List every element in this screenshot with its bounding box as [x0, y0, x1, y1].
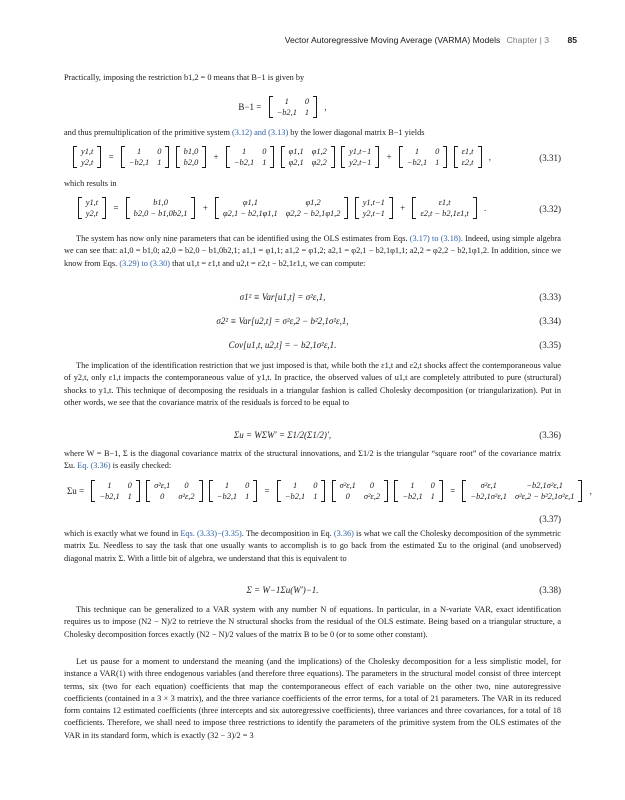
matrix-eps — [454, 146, 482, 168]
matrix-cell: 1 — [107, 481, 112, 490]
equation-number: (3.31) — [539, 153, 561, 163]
matrix-cell: 1 — [284, 97, 289, 106]
matrix-cell: 0 — [430, 481, 435, 490]
matrix-cell: 0 — [262, 147, 267, 156]
matrix-cell: y2,t — [85, 209, 99, 218]
matrix-row — [95, 491, 136, 502]
matrix-row — [281, 480, 322, 491]
matrix-row — [77, 157, 97, 168]
matrix-cell: −b2,1σ²ε,1 — [526, 481, 563, 490]
matrix-cell: −b2,1 — [99, 492, 120, 501]
matrix-cell: 0 — [184, 481, 189, 490]
equation-number: (3.33) — [539, 292, 561, 302]
matrix-cell: ε2,t — [461, 158, 474, 167]
matrix-cell: b2,0 — [183, 158, 199, 167]
matrix-phi — [281, 146, 335, 168]
equation-number: (3.34) — [539, 316, 561, 326]
equation-3-36: Σu = WΣW′ = Σ1/2(Σ1/2)′, (3.36) — [233, 430, 561, 440]
matrix-row — [219, 197, 344, 208]
paragraph-cholesky: which is exactly what we found in Eqs. (3.33)−(3.35). The decomposition in Eq. (3.36) is what we call the Cholesky decomposition of the symmetric matrix Σu. Needless to say the task that one usually wants to accomplish is to go back from the estimated Σu to the original (and unobserved) diagonal matrix Σ. With a little bit of algebra, we understand that this is equivalent to — [64, 529, 561, 563]
matrix-row — [458, 157, 478, 168]
matrix-cell: b1,0 — [153, 198, 168, 207]
matrix-cell: y2,t−1 — [362, 209, 385, 218]
matrix-wt-2 — [394, 480, 443, 502]
equation-3-33: σ1² ≡ Var[u1,t] = σ²ε,1, (3.33) — [239, 292, 561, 302]
equation-3-32: y1,t y2,t = b1,0 b2,0 − b1,0b2,1 + φ1,1 φ1,2 φ2,1 − b2,1φ1,1 φ2,2 − b2,1φ1,2 y1,t−1 y2,t−1 + ε1,t ε2,t − b2,1ε1,t . (3.32) — [64, 197, 561, 223]
matrix-cell: 0 — [435, 147, 440, 156]
matrix-row — [336, 480, 384, 491]
matrix-row — [130, 208, 192, 219]
matrix-row — [273, 96, 314, 107]
matrix-binv — [269, 96, 318, 118]
matrix-row — [180, 146, 203, 157]
matrix-row — [150, 480, 198, 491]
matrix-cell: −b2,1 — [216, 492, 238, 501]
matrix-row — [398, 491, 439, 502]
matrix-cell: σ²ε,1 — [480, 481, 497, 490]
link-eq-336-b[interactable]: (3.36) — [333, 529, 354, 538]
matrix-row — [281, 491, 322, 502]
matrix-y-2 — [78, 197, 106, 219]
matrix-cell: φ2,1 − b2,1φ1,1 — [223, 209, 278, 218]
equation-number: (3.35) — [539, 340, 561, 350]
matrix-row — [82, 197, 102, 208]
matrix-cell: −b2,1 — [402, 492, 423, 501]
matrix-cell: 0 — [369, 481, 375, 490]
matrix-sigma-2 — [332, 480, 388, 502]
matrix-cell: 1 — [414, 147, 420, 156]
matrix-cell: φ2,1 — [288, 158, 304, 167]
matrix-cell: −b2,1 — [284, 492, 306, 501]
paragraph-where: where W = B−1, Σ is the diagonal covariance matrix of the structural innovations, and Σ1/2 is the triangular “square root” of the covariance matrix Σu. Eq. (3.36) is easily checked: — [64, 449, 561, 471]
paragraph-results: which results in — [64, 179, 117, 188]
matrix-cell: σ²ε,2 — [178, 492, 195, 501]
matrix-row — [345, 146, 375, 157]
equation-number: (3.37) — [539, 514, 561, 524]
matrix-cell: y2,t — [80, 158, 94, 167]
matrix-w-transpose — [209, 480, 258, 502]
equation-3-35: Cov[u1,t, u2,t] = − b2,1σ²ε,1. (3.35) — [228, 340, 561, 350]
equation-3-31: y1,t y2,t = 1 0 −b2,1 1 b1,0 b2,0 + 1 0 −b2,1 1 φ1,1 φ1,2 φ2,1 φ2,2 y1,t−1 y2,t−1 + 1 0 −b2,1 1 ε1,t ε2,t , (3.31) — [64, 146, 561, 172]
paragraph-implication: The implication of the identification restriction that we just imposed is that, while both the ε1,t and ε2,t shocks affect the contemporaneous value of y2,t, only ε1,t impacts the contemporaneous value of y1,t. In practice, the observed values of u1,t are completely attributed to pure (structural) shocks to y1,t. This technique of decomposing the residuals in a triangular fashion is called Cholesky decomposition (or triangularization). Put in other words, we see that the covariance matrix of the residuals is forced to be equal to — [64, 361, 561, 407]
matrix-cell: 0 — [160, 492, 165, 501]
matrix-cell: 1 — [313, 492, 318, 501]
matrix-cell: y1,t−1 — [362, 198, 385, 207]
matrix-cell: ε1,t — [438, 198, 451, 207]
matrix-cell: ε1,t — [461, 147, 474, 156]
matrix-b-const — [176, 146, 207, 168]
paragraph-premultiplication: and thus premultiplication of the primitive system (3.12) and (3.13) by the lower diagonal matrix B−1 yields — [64, 128, 425, 137]
matrix-cell: 0 — [313, 481, 318, 490]
matrix-cell: σ²ε,1 — [154, 481, 171, 490]
matrix-const — [126, 197, 196, 219]
matrix-cell: 1 — [304, 108, 310, 117]
equation-binv — [64, 96, 561, 122]
matrix-cell: 0 — [127, 481, 132, 490]
matrix-coef — [215, 197, 348, 219]
matrix-cell: y1,t — [80, 147, 94, 156]
matrix-cell: −b2,1 — [233, 158, 255, 167]
matrix-row — [416, 197, 472, 208]
matrix-row — [130, 197, 192, 208]
matrix-row — [150, 491, 198, 502]
matrix-cell: φ1,2 — [305, 198, 321, 207]
matrix-cell: y1,t — [85, 198, 99, 207]
matrix-row — [416, 208, 472, 219]
matrix-cell: φ2,2 — [311, 158, 327, 167]
link-eq-336[interactable]: Eq. (3.36) — [77, 461, 111, 471]
paragraph-restriction: Practically, imposing the restriction b1,2 = 0 means that B−1 is given by — [64, 73, 305, 82]
matrix-sigma — [146, 480, 202, 502]
matrix-row — [95, 480, 136, 491]
matrix-w — [91, 480, 140, 502]
matrix-cell: 1 — [292, 481, 298, 490]
equation-number: (3.36) — [539, 430, 561, 440]
matrix-row — [213, 480, 254, 491]
matrix-row — [336, 491, 384, 502]
matrix-row — [466, 480, 578, 491]
running-title: Vector Autoregressive Moving Average (VARMA) Models — [284, 35, 501, 45]
equation-3-38: Σ = W−1Σu(W′)−1. (3.38) — [246, 585, 561, 595]
matrix-cell: y1,t−1 — [349, 147, 372, 156]
matrix-err — [412, 197, 476, 219]
matrix-result — [462, 480, 582, 502]
matrix-row — [359, 208, 389, 219]
matrix-cell: 1 — [262, 158, 267, 167]
matrix-cell: y2,t−1 — [349, 158, 372, 167]
matrix-cell: −b2,1 — [406, 158, 428, 167]
matrix-cell: 1 — [245, 492, 250, 501]
chapter-label: Chapter | 3 — [506, 35, 550, 45]
matrix-cell: −b2,1 — [276, 108, 297, 117]
matrix-row — [458, 146, 478, 157]
matrix-row — [125, 146, 166, 157]
matrix-cell: 1 — [224, 481, 230, 490]
binv-tail: , — [324, 102, 327, 112]
matrix-row — [359, 197, 389, 208]
matrix-w-2 — [277, 480, 326, 502]
matrix-cell: 1 — [136, 147, 142, 156]
equation-number: (3.32) — [539, 204, 561, 214]
matrix-cell: 1 — [410, 481, 415, 490]
paragraph-generalization: This technique can be generalized to a VAR system with any number N of equations. In particular, in a N-variate VAR, exact identification requires us to impose (N2 − N)/2 to retrieve the N structural shocks from the residual of the OLS estimate. Being based on a triangular structure, a Cholesky decomposition forces exactly (N2 − N)/2 values of the matrix B to be 0 (or to some other constant). — [64, 605, 561, 639]
matrix-row — [398, 480, 439, 491]
matrix-row — [273, 107, 314, 118]
matrix-row — [230, 157, 271, 168]
running-head — [64, 35, 577, 45]
matrix-cell: −b2,1σ²ε,1 — [470, 492, 507, 501]
matrix-cell: 1 — [157, 158, 162, 167]
equation-number: (3.38) — [539, 585, 561, 595]
matrix-cell: 1 — [127, 492, 132, 501]
matrix-row — [285, 146, 331, 157]
paragraph-nine-parameters: The system has now only nine parameters that can be identified using the OLS estimates from Eqs. (3.17) to (3.18). Indeed, using simple algebra we can see that: a1,0 = b1,0; a2,0 = b2,0 − b1,0b2,1; a1,1 = φ1,1; a1,2 = φ1,2; a2,1 = φ2,1 − b2,1φ1,1; a2,2 = φ2,2 − b2,1φ1,2. In addition, since we know from Eqs. (3.29) to (3.30) that u1,t = ε1,t and u2,t = ε2,t − b2,1ε1,t, we can compute: — [64, 234, 561, 268]
matrix-cell: φ2,2 − b2,1φ1,2 — [285, 209, 341, 218]
matrix-row — [213, 491, 254, 502]
matrix-cell: φ1,1 — [288, 147, 304, 156]
matrix-cell: −b2,1 — [128, 158, 150, 167]
matrix-cell: 0 — [345, 492, 350, 501]
matrix-binv-b — [226, 146, 275, 168]
matrix-binv-c — [399, 146, 448, 168]
equation-3-37: Σu = 1 0 −b2,1 1 σ²ε,1 0 0 σ²ε,2 1 0 −b2,1 1 = 1 0 −b2,1 1 σ²ε,1 0 0 σ²ε,2 1 0 −b2,1 1 = σ²ε,1 −b2,1σ²ε,1 −b2,1σ²ε,1 σ²ε,2 − b²2,1σ²ε,1 , (3.37) — [67, 481, 592, 524]
matrix-row — [285, 157, 331, 168]
matrix-binv-a — [121, 146, 170, 168]
matrix-cell: b1,0 — [183, 147, 199, 156]
matrix-cell: σ²ε,2 — [363, 492, 381, 501]
matrix-cell: 1 — [241, 147, 247, 156]
link-eq-333-335[interactable]: Eqs. (3.33)−(3.35) — [180, 529, 242, 538]
matrix-cell: 0 — [245, 481, 250, 490]
matrix-cell: 0 — [157, 147, 162, 156]
page-number: 85 — [567, 35, 577, 45]
matrix-row — [82, 208, 102, 219]
matrix-y — [73, 146, 101, 168]
matrix-cell: σ²ε,2 − b²2,1σ²ε,1 — [514, 492, 575, 501]
matrix-row — [403, 157, 444, 168]
link-eq-329-330[interactable]: (3.29) to (3.30) — [119, 258, 171, 268]
paragraph-var1-example: Let us pause for a moment to understand the meaning (and the implications) of the Cholesky decomposition for a less simplistic model, for instance a VAR(1) with three endogenous variables (and therefore three equations). The parameters in the structural model consist of three intercept terms, six (two for each equation) coefficients that map the contemporaneous effect of each variable on the other two, nine autoregressive coefficients (contained in a 3 × 3 matrix), and the three variance coefficients of the error terms, for a total of 21 parameters. The VAR in its reduced form contains 12 estimated coefficients (three intercepts and six autoregressive coefficients), three variances and three covariances, for a total of 18 coefficients. Therefore, we shall need to impose three restrictions to identify the parameters of the primitive system from the OLS estimates of the VAR in its standard form, which is exactly (32 − 3)/2 = 3 — [64, 657, 561, 740]
matrix-y-lag — [341, 146, 379, 168]
matrix-cell: 1 — [435, 158, 440, 167]
matrix-row — [180, 157, 203, 168]
matrix-cell: φ1,1 — [242, 198, 258, 207]
matrix-row — [466, 491, 578, 502]
matrix-row — [219, 208, 344, 219]
matrix-row — [403, 146, 444, 157]
matrix-row — [125, 157, 166, 168]
link-eq-312-313[interactable]: (3.12) and (3.13) — [231, 128, 289, 137]
matrix-cell: 1 — [430, 492, 435, 501]
matrix-row — [77, 146, 97, 157]
matrix-cell: σ²ε,1 — [339, 481, 356, 490]
matrix-cell: φ1,2 — [311, 147, 327, 156]
equation-3-34: σ2² ≡ Var[u2,t] = σ²ε,2 − b²2,1σ²ε,1, (3.34) — [216, 316, 561, 326]
binv-label: B−1 = — [238, 102, 262, 112]
matrix-cell: ε2,t − b2,1ε1,t — [420, 209, 469, 218]
matrix-cell: b2,0 − b1,0b2,1 — [133, 209, 188, 218]
matrix-row — [345, 157, 375, 168]
sigma-u-label: Σu = — [67, 486, 85, 496]
matrix-row — [230, 146, 271, 157]
matrix-y-lag-2 — [355, 197, 393, 219]
matrix-cell: 0 — [304, 97, 310, 106]
link-eq-317-318[interactable]: (3.17) to (3.18). — [409, 234, 463, 243]
